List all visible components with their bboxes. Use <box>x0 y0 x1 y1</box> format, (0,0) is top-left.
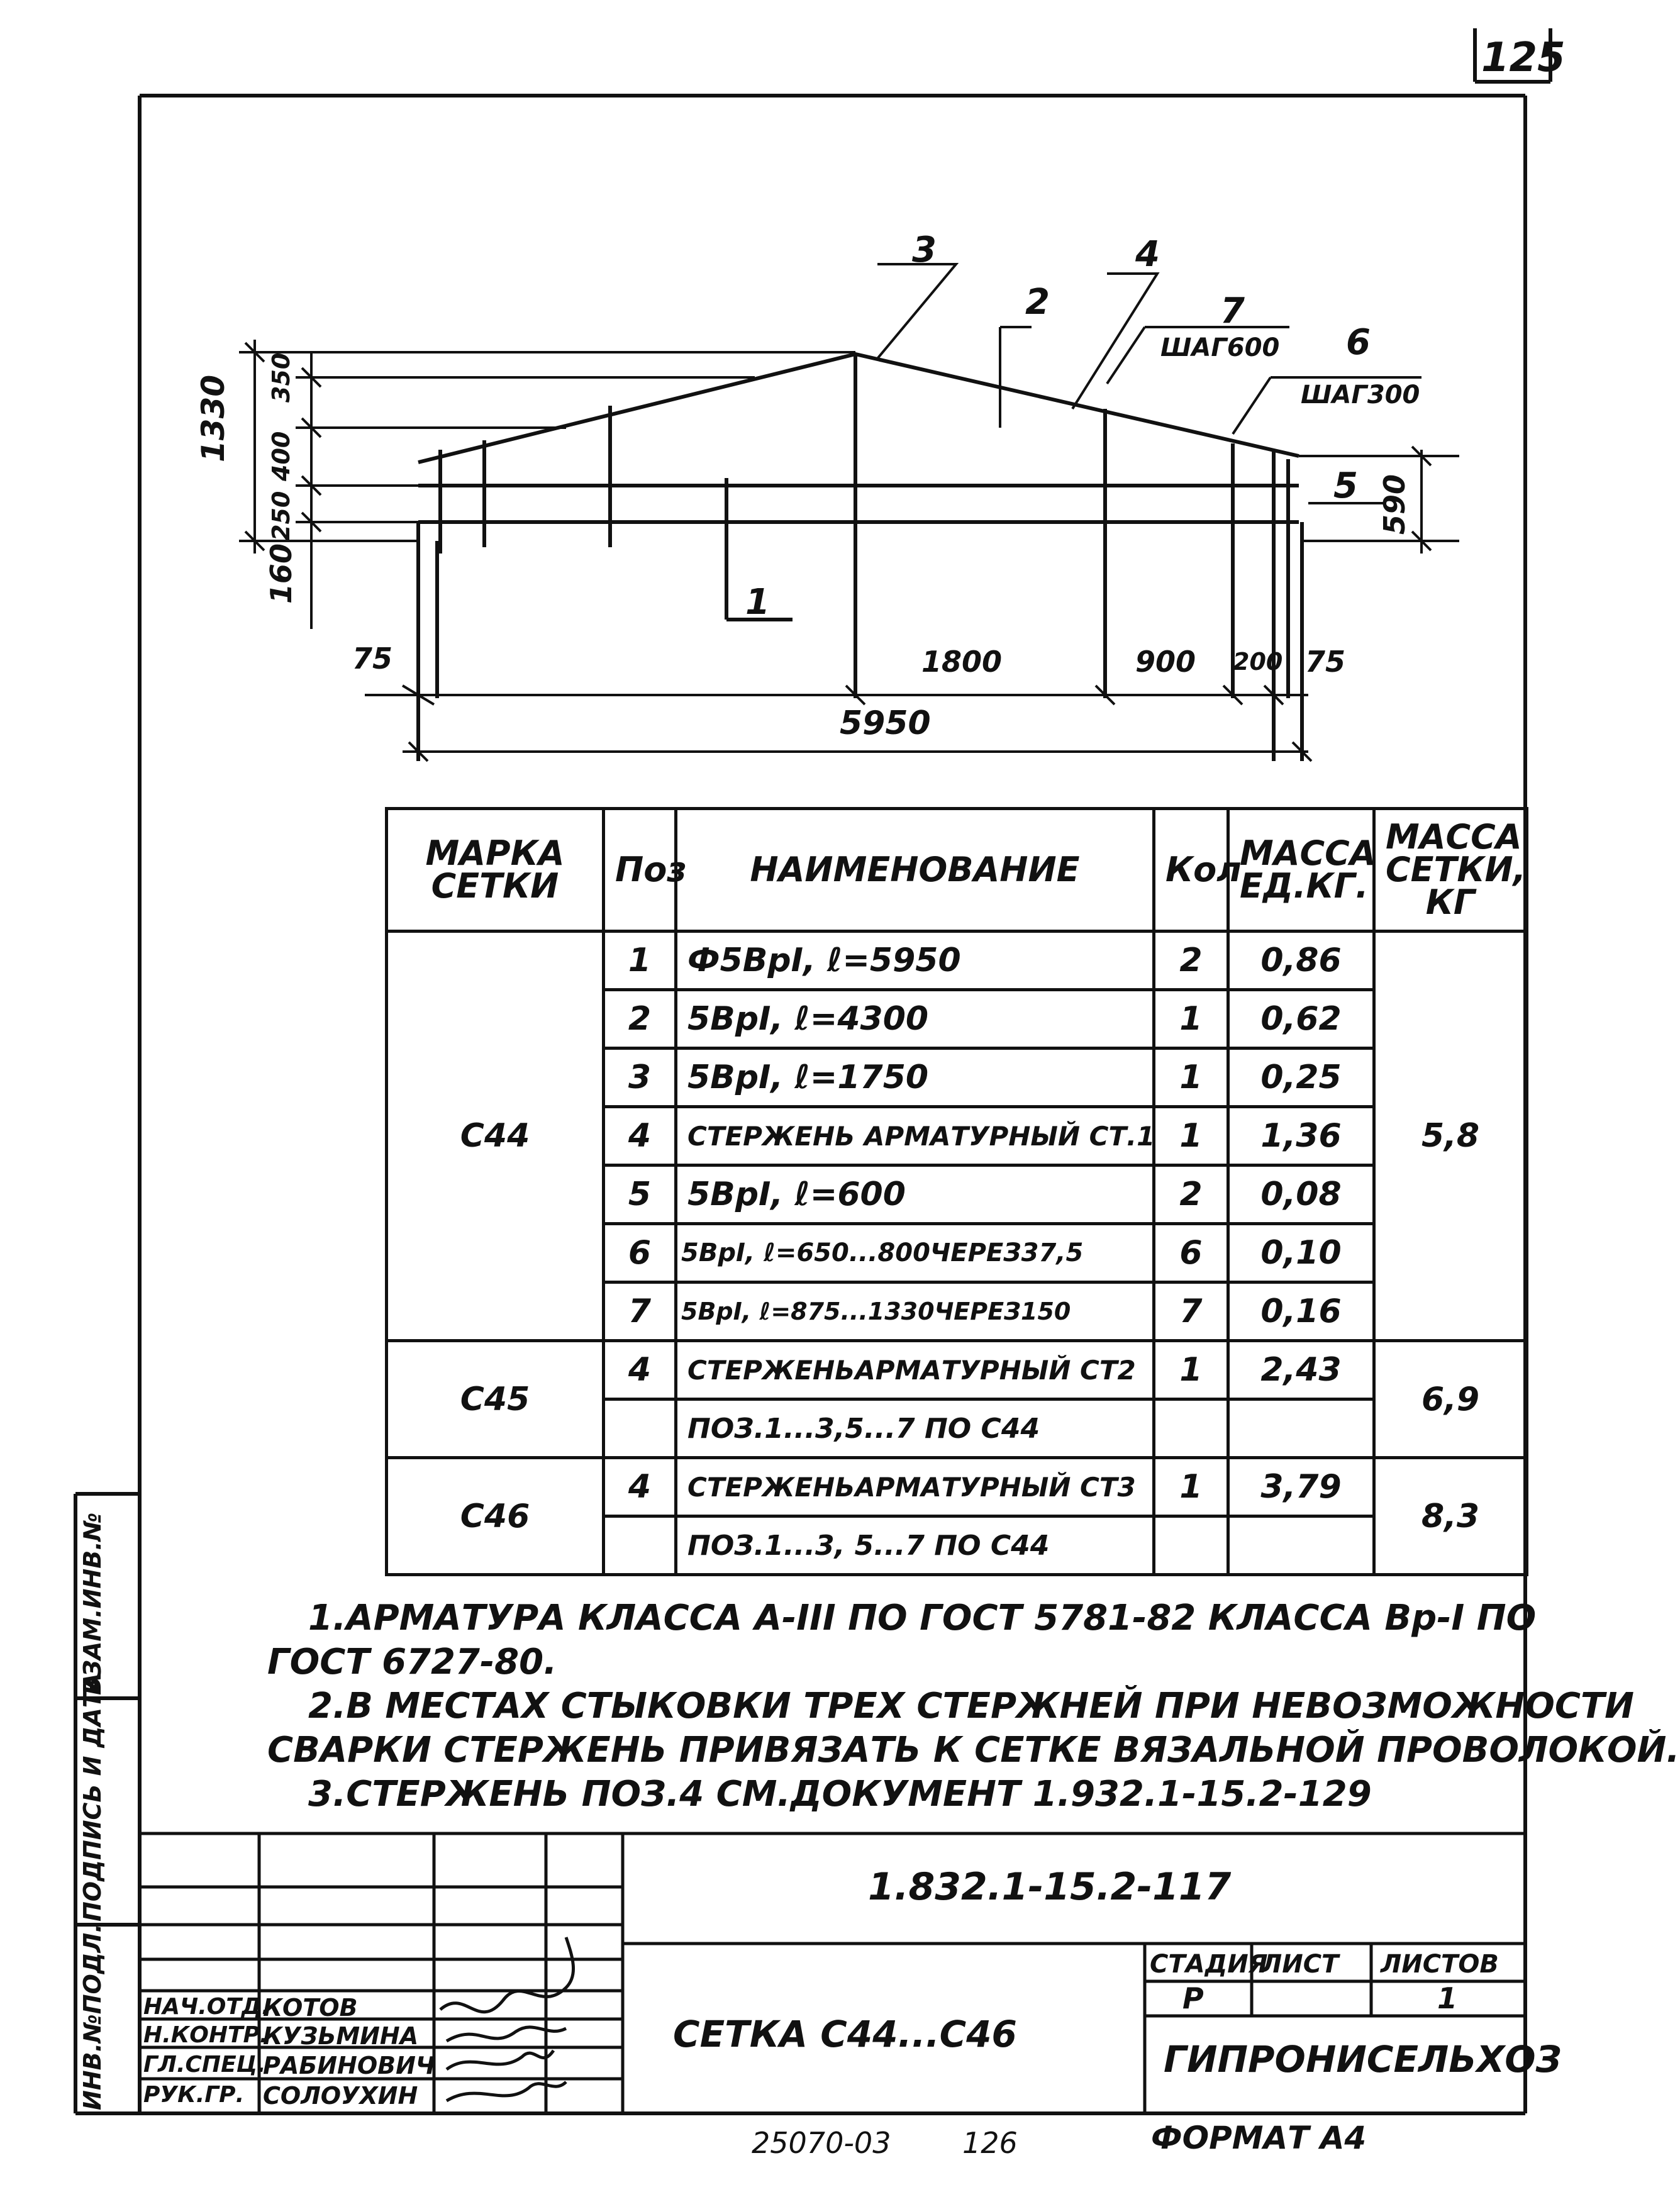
footer-format: ФОРМАТ А4 <box>1151 2120 1367 2156</box>
qty-cell: 1 <box>1154 1107 1228 1166</box>
stamp-signature-date: ПОДПИСЬ И ДАТА <box>79 1672 106 1922</box>
dim-250: 250 <box>267 491 295 541</box>
header-qty: Кол <box>1154 809 1228 932</box>
pos-cell: 7 <box>604 1282 676 1341</box>
position-label-2: 2 <box>1025 282 1050 323</box>
qty-cell: 6 <box>1154 1224 1228 1282</box>
name-cell: Ф5ВрI, ℓ=5950 <box>676 932 1154 990</box>
name-cell: СТЕРЖЕНЬАРМАТУРНЫЙ СТ2 <box>676 1341 1154 1399</box>
dim-1800: 1800 <box>921 645 1003 679</box>
qty-cell: 1 <box>1154 1049 1228 1107</box>
stamp-replaced-inv: ВЗАМ.ИНВ.№ <box>79 1512 106 1695</box>
note-1-continued: ГОСТ 6727-80. <box>267 1642 557 1683</box>
net-mass-cell: 5,8 <box>1374 932 1527 1341</box>
table-row <box>387 1341 1527 1399</box>
pos-cell: 4 <box>604 1458 676 1516</box>
header-mass-net: МАССА СЕТКИ, КГ <box>1374 809 1527 932</box>
pos-cell: 3 <box>604 1049 676 1107</box>
dim-1330: 1330 <box>195 374 231 462</box>
pos6-step-label: ШАГ300 <box>1301 381 1420 409</box>
dim-75-right: 75 <box>1305 645 1346 679</box>
pos-cell: 1 <box>604 932 676 990</box>
name-head-dept: КОТОВ <box>263 1994 358 2022</box>
pos-cell: 6 <box>604 1224 676 1282</box>
qty-cell: 1 <box>1154 1458 1228 1516</box>
pos-cell <box>604 1399 676 1458</box>
role-group-lead: РУК.ГР. <box>143 2082 245 2108</box>
sheets-value: 1 <box>1437 1981 1458 2015</box>
position-label-1: 1 <box>745 582 770 623</box>
header-name: НАИМЕНОВАНИЕ <box>676 809 1154 932</box>
mass-cell: 3,79 <box>1228 1458 1374 1516</box>
mass-cell <box>1228 1399 1374 1458</box>
name-cell: 5ВрI, ℓ=1750 <box>676 1049 1154 1107</box>
organization-name: ГИПРОНИСЕЛЬХОЗ <box>1164 2038 1562 2081</box>
pos-cell: 2 <box>604 990 676 1049</box>
qty-cell: 1 <box>1154 1341 1228 1399</box>
role-head-dept: НАЧ.ОТД. <box>143 1994 270 2020</box>
mark-cell: С46 <box>387 1458 604 1575</box>
sheets-label: ЛИСТОВ <box>1381 1950 1499 1979</box>
name-chief-spec: РАБИНОВИЧ <box>263 2052 435 2079</box>
footer-code: 25070-03 <box>752 2126 891 2160</box>
mass-cell: 0,62 <box>1228 990 1374 1049</box>
qty-cell: 2 <box>1154 932 1228 990</box>
mass-cell: 0,16 <box>1228 1282 1374 1341</box>
name-cell: 5ВрI, ℓ=650...800ЧЕРЕЗ37,5 <box>676 1224 1154 1282</box>
name-cell: СТЕРЖЕНЬ АРМАТУРНЫЙ СТ.1 <box>676 1107 1154 1166</box>
stage-value: Р <box>1182 1981 1204 2015</box>
qty-cell <box>1154 1399 1228 1458</box>
name-cell: СТЕРЖЕНЬАРМАТУРНЫЙ СТ3 <box>676 1458 1154 1516</box>
qty-cell <box>1154 1516 1228 1575</box>
note-2-continued: СВАРКИ СТЕРЖЕНЬ ПРИВЯЗАТЬ К СЕТКЕ ВЯЗАЛЬНОЙ ПРОВОЛОКОЙ. <box>267 1730 1680 1771</box>
name-cell: 5ВрI, ℓ=600 <box>676 1166 1154 1224</box>
note-3: 3.СТЕРЖЕНЬ ПОЗ.4 СМ.ДОКУМЕНТ 1.932.1-15.2-129 <box>308 1774 1372 1815</box>
dim-200: 200 <box>1233 648 1283 676</box>
role-chief-spec: ГЛ.СПЕЦ. <box>143 2052 266 2078</box>
name-cell: 5ВрI, ℓ=4300 <box>676 990 1154 1049</box>
mass-cell: 0,86 <box>1228 932 1374 990</box>
dim-75-left: 75 <box>352 642 393 676</box>
sheet-label: ЛИСТ <box>1261 1950 1339 1979</box>
mark-cell: С44 <box>387 932 604 1341</box>
position-label-5: 5 <box>1333 465 1358 506</box>
document-number: 1.832.1-15.2-117 <box>868 1865 1232 1909</box>
qty-cell: 1 <box>1154 990 1228 1049</box>
mass-cell: 2,43 <box>1228 1341 1374 1399</box>
mass-cell: 0,25 <box>1228 1049 1374 1107</box>
dim-5950: 5950 <box>840 704 931 742</box>
mark-cell: С45 <box>387 1341 604 1458</box>
net-mass-cell: 8,3 <box>1374 1458 1527 1575</box>
mass-cell <box>1228 1516 1374 1575</box>
mass-cell: 0,08 <box>1228 1166 1374 1224</box>
name-group-lead: СОЛОУХИН <box>263 2082 418 2110</box>
header-pos: Поз <box>604 809 676 932</box>
position-label-3: 3 <box>912 230 937 270</box>
qty-cell: 2 <box>1154 1166 1228 1224</box>
mass-cell: 1,36 <box>1228 1107 1374 1166</box>
name-cell: 5ВрI, ℓ=875...1330ЧЕРЕЗ150 <box>676 1282 1154 1341</box>
dim-590: 590 <box>1377 474 1411 535</box>
net-mass-cell: 6,9 <box>1374 1341 1527 1458</box>
name-norm-control: КУЗЬМИНА <box>263 2022 419 2050</box>
stage-label: СТАДИЯ <box>1150 1950 1268 1979</box>
pos7-step-label: ШАГ600 <box>1160 333 1280 362</box>
table-row <box>387 1458 1527 1516</box>
header-mark: МАРКА СЕТКИ <box>387 809 604 932</box>
qty-cell: 7 <box>1154 1282 1228 1341</box>
table-row <box>387 932 1527 990</box>
position-label-6: 6 <box>1346 322 1371 363</box>
stamp-inv-no: ИНВ.№ПОДЛ. <box>79 1923 106 2110</box>
position-label-4: 4 <box>1135 234 1160 275</box>
pos-cell: 4 <box>604 1341 676 1399</box>
position-label-7: 7 <box>1220 291 1245 331</box>
pos-cell <box>604 1516 676 1575</box>
name-cell: ПОЗ.1...3,5...7 ПО С44 <box>676 1399 1154 1458</box>
role-norm-control: Н.КОНТР. <box>143 2022 269 2048</box>
pos-cell: 4 <box>604 1107 676 1166</box>
mass-cell: 0,10 <box>1228 1224 1374 1282</box>
dim-900: 900 <box>1135 645 1196 679</box>
header-mass-unit: МАССА ЕД.КГ. <box>1228 809 1374 932</box>
dim-400: 400 <box>267 431 295 481</box>
name-cell: ПОЗ.1...3, 5...7 ПО С44 <box>676 1516 1154 1575</box>
dim-160: 160 <box>264 543 298 604</box>
page-number: 125 <box>1481 35 1566 81</box>
specification-table <box>385 807 1528 1576</box>
note-1: 1.АРМАТУРА КЛАССА А-III ПО ГОСТ 5781-82 КЛАССА Вр-I ПО <box>308 1598 1537 1638</box>
drawing-title: СЕТКА С44...С46 <box>673 2013 1017 2056</box>
note-2: 2.В МЕСТАХ СТЫКОВКИ ТРЕХ СТЕРЖНЕЙ ПРИ НЕВОЗМОЖНОСТИ <box>308 1686 1635 1727</box>
footer-num: 126 <box>962 2126 1018 2160</box>
dim-350: 350 <box>267 352 295 403</box>
pos-cell: 5 <box>604 1166 676 1224</box>
